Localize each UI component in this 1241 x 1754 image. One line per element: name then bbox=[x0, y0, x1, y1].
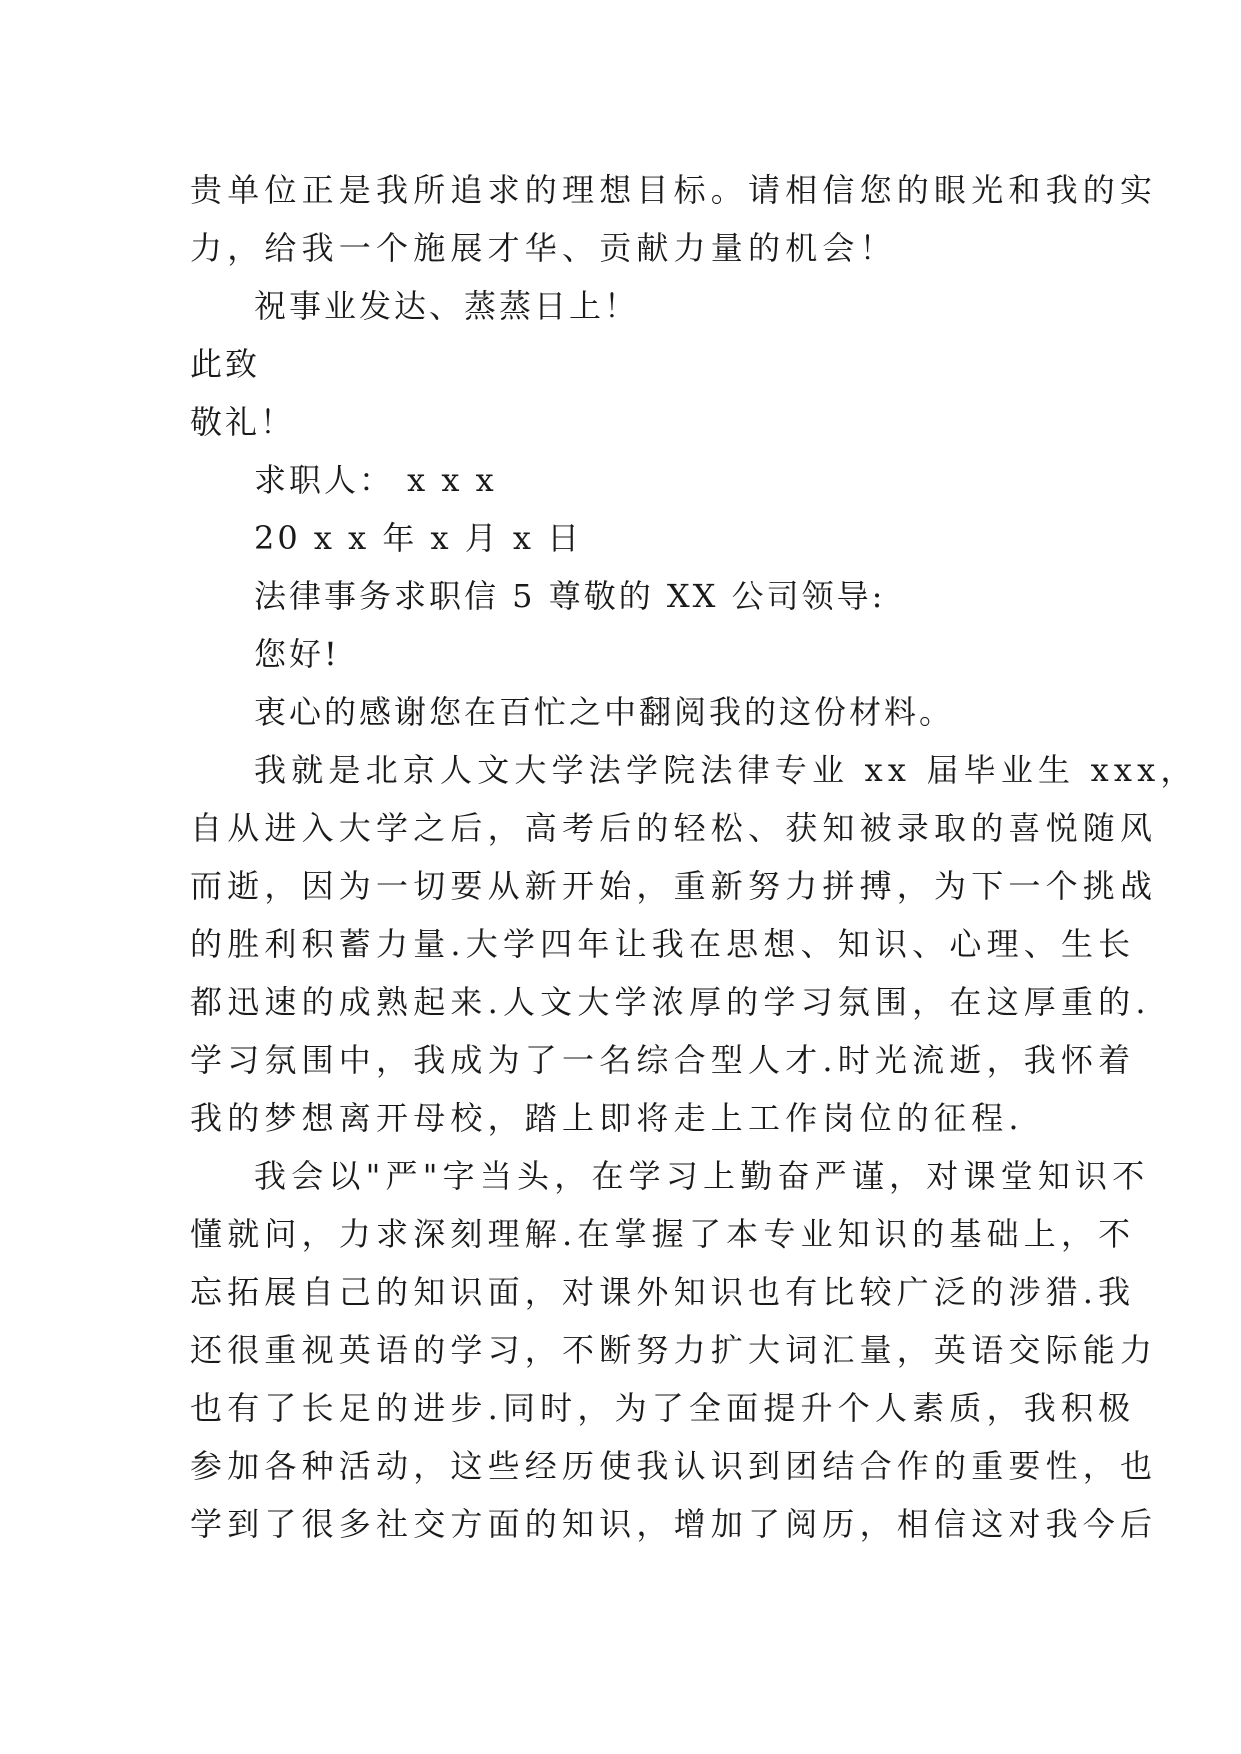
text-line: 懂就问，力求深刻理解.在掌握了本专业知识的基础上，不 bbox=[190, 1215, 1136, 1253]
letter-heading: 法律事务求职信 5 尊敬的 XX 公司领导: bbox=[254, 577, 886, 615]
salutation-line: 此致 bbox=[190, 345, 261, 383]
text-line: 贵单位正是我所追求的理想目标。请相信您的眼光和我的实 bbox=[190, 171, 1158, 209]
text-line: 自从进入大学之后，高考后的轻松、获知被录取的喜悦随风 bbox=[190, 809, 1158, 847]
text-line: 学习氛围中，我成为了一名综合型人才.时光流逝，我怀着 bbox=[190, 1041, 1136, 1079]
text-line: 学到了很多社交方面的知识，增加了阅历，相信这对我今后 bbox=[190, 1505, 1158, 1543]
signature-name: 求职人： x x x bbox=[254, 461, 497, 499]
text-line: 力，给我一个施展才华、贡献力量的机会！ bbox=[190, 229, 897, 267]
text-line: 我的梦想离开母校，踏上即将走上工作岗位的征程. bbox=[190, 1099, 1024, 1137]
text-line: 我会以"严"字当头，在学习上勤奋严谨，对课堂知识不 bbox=[254, 1157, 1150, 1195]
greeting: 您好! bbox=[254, 635, 340, 673]
text-line: 还很重视英语的学习，不断努力扩大词汇量，英语交际能力 bbox=[190, 1331, 1158, 1369]
text-line: 衷心的感谢您在百忙之中翻阅我的这份材料。 bbox=[254, 693, 955, 731]
signature-date: 20 x x 年 x 月 x 日 bbox=[254, 519, 583, 557]
text-line: 也有了长足的进步.同时，为了全面提升个人素质，我积极 bbox=[190, 1389, 1136, 1427]
salutation-line: 敬礼！ bbox=[190, 403, 296, 441]
text-line: 而逝，因为一切要从新开始，重新努力拼搏，为下一个挑战 bbox=[190, 867, 1158, 905]
text-line: 我就是北京人文大学法学院法律专业 xx 届毕业生 xxx， bbox=[254, 751, 1198, 789]
closing-wish: 祝事业发达、蒸蒸日上！ bbox=[254, 287, 640, 325]
text-line: 都迅速的成熟起来.人文大学浓厚的学习氛围，在这厚重的. bbox=[190, 983, 1151, 1021]
text-line: 参加各种活动，这些经历使我认识到团结合作的重要性，也 bbox=[190, 1447, 1158, 1485]
text-line: 的胜利积蓄力量.大学四年让我在思想、知识、心理、生长 bbox=[190, 925, 1136, 963]
text-line: 忘拓展自己的知识面，对课外知识也有比较广泛的涉猎.我 bbox=[190, 1273, 1136, 1311]
